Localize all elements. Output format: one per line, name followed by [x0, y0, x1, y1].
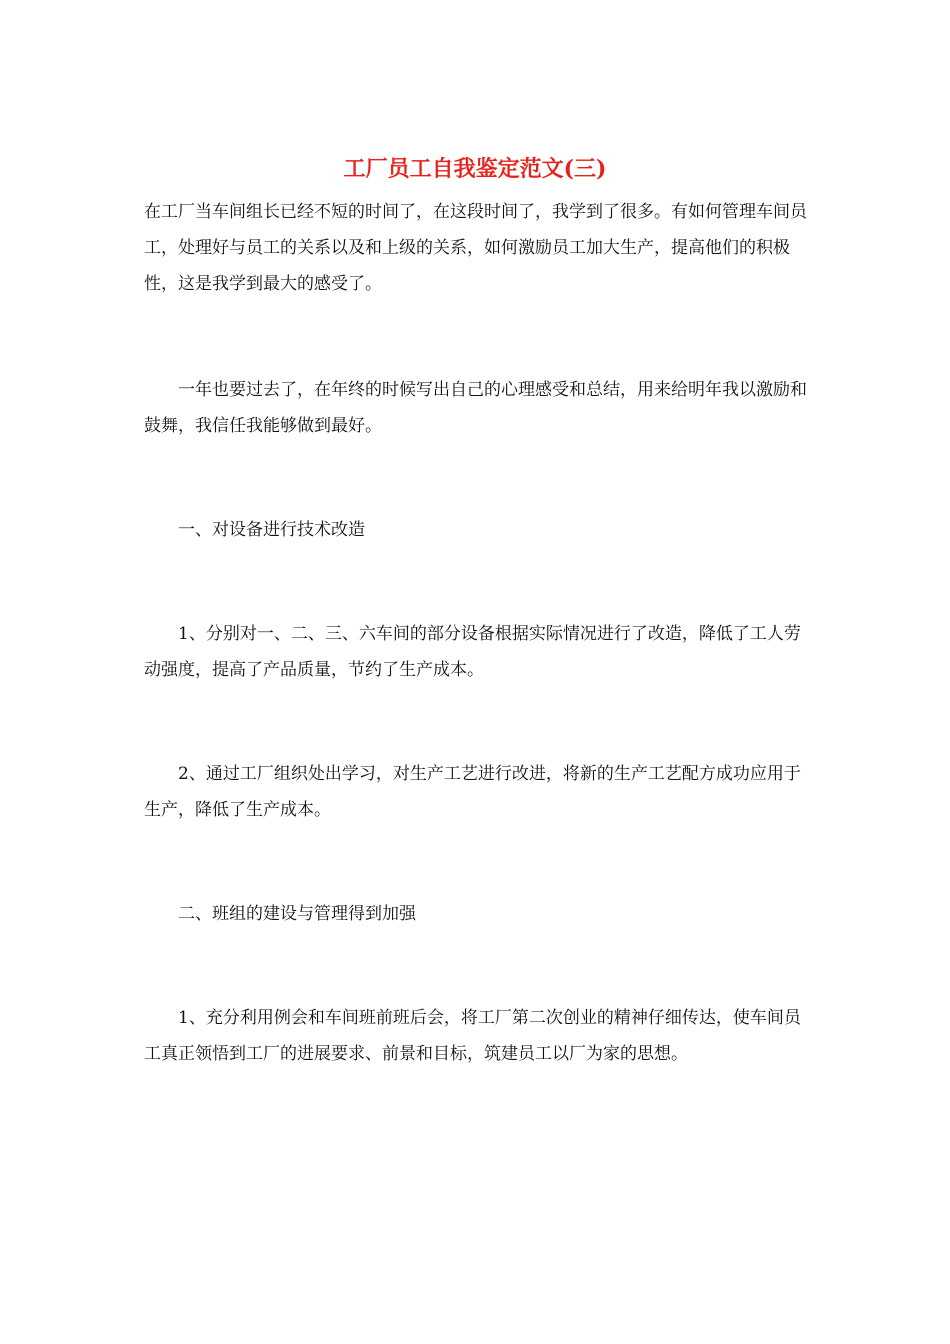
- paragraph-equipment-item-1: 1、分别对一、二、三、六车间的部分设备根据实际情况进行了改造，降低了工人劳动强度，提高了产品质量，节约了生产成本。: [144, 624, 801, 680]
- paragraph-year-end: 一年也要过去了，在年终的时候写出自己的心理感受和总结，用来给明年我以激励和鼓舞，我信任我能够做到最好。: [144, 380, 807, 436]
- section-heading-equipment: 一、对设备进行技术改造: [178, 520, 365, 540]
- document-title: 工厂员工自我鉴定范文(三): [343, 156, 607, 182]
- paragraph-team-item-1: 1、充分利用例会和车间班前班后会，将工厂第二次创业的精神仔细传达，使车间员工真正领悟到工厂的进展要求、前景和目标，筑建员工以厂为家的思想。: [144, 1008, 801, 1064]
- paragraph-equipment-item-2: 2、通过工厂组织处出学习，对生产工艺进行改进，将新的生产工艺配方成功应用于生产，降低了生产成本。: [144, 764, 801, 820]
- paragraph-intro: 在工厂当车间组长已经不短的时间了，在这段时间了，我学到了很多。有如何管理车间员工，处理好与员工的关系以及和上级的关系，如何激励员工加大生产，提高他们的积极性，这是我学到最大的感受了。: [144, 202, 807, 294]
- section-heading-team: 二、班组的建设与管理得到加强: [178, 904, 416, 924]
